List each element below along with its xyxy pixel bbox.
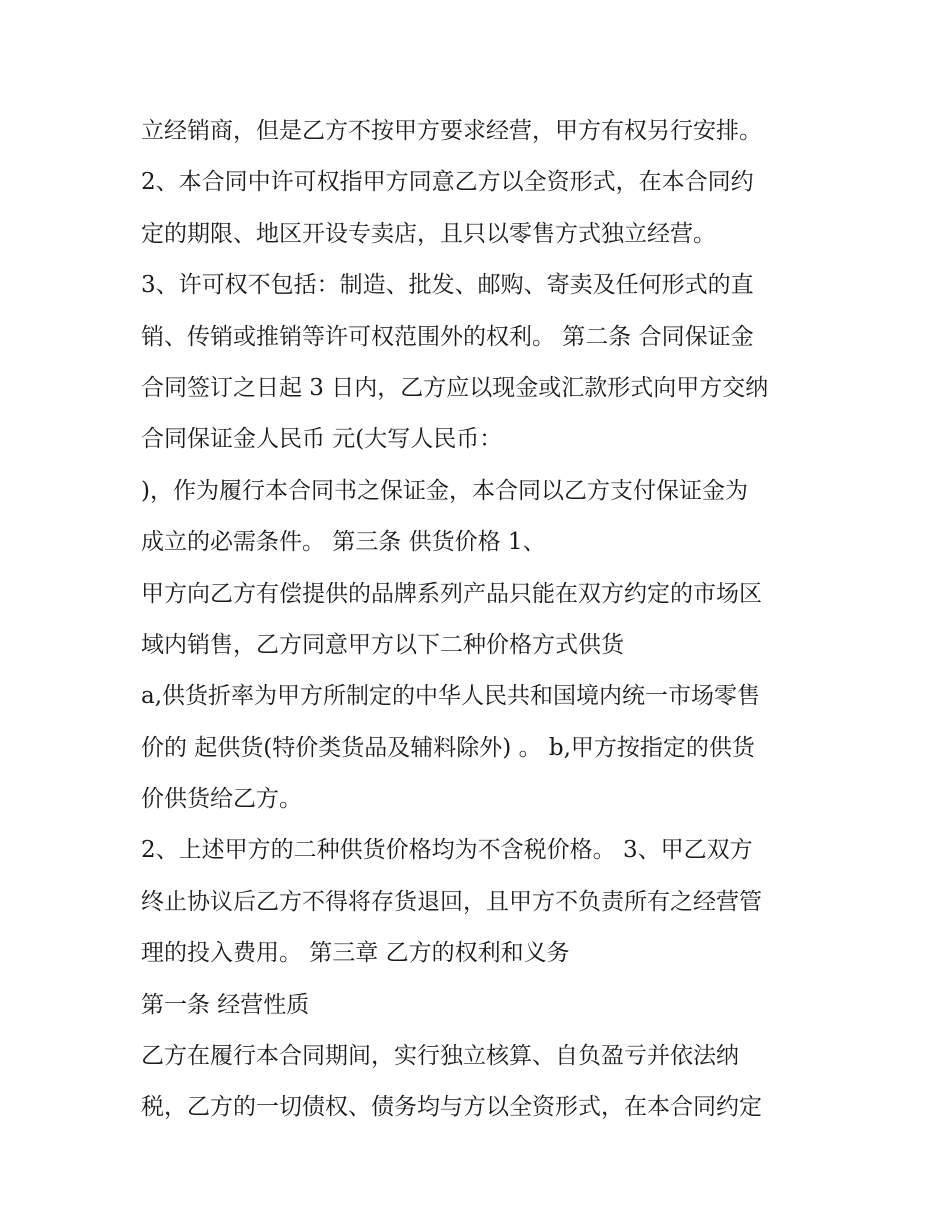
text-line: 立经销商，但是乙方不按甲方要求经营，甲方有权另行安排。 bbox=[141, 118, 762, 144]
text-line: 乙方在履行本合同期间，实行独立核算、自负盈亏并依法纳 bbox=[141, 1043, 739, 1070]
text-line: )，作为履行本合同书之保证金，本合同以乙方支付保证金为 bbox=[141, 477, 748, 504]
text-line: 域内销售，乙方同意甲方以下二种价格方式供货 bbox=[141, 631, 624, 658]
text-line: 销、传销或推销等许可权范围外的权利。 第二条 合同保证金 bbox=[141, 323, 754, 350]
text-line: 定的期限、地区开设专卖店，且只以零售方式独立经营。 bbox=[141, 220, 716, 247]
text-line: 终止协议后乙方不得将存货退回，且甲方不负责所有之经营管 bbox=[141, 888, 762, 915]
text-line: 税，乙方的一切债权、债务均与方以全资形式，在本合同约定 bbox=[141, 1094, 762, 1121]
text-line: 价的 起供货(特价类货品及辅料除外) 。 b,甲方按指定的供货 bbox=[141, 734, 755, 761]
text-line: 2、本合同中许可权指甲方同意乙方以全资形式，在本合同约 bbox=[141, 169, 754, 196]
text-line: 第一条 经营性质 bbox=[141, 991, 310, 1018]
text-line: 理的投入费用。 第三章 乙方的权利和义务 bbox=[141, 940, 570, 967]
text-line: 3、许可权不包括：制造、批发、邮购、寄卖及任何形式的直 bbox=[141, 272, 754, 299]
text-line: 合同签订之日起 3 日内，乙方应以现金或汇款形式向甲方交纳 bbox=[141, 374, 769, 401]
contract-text bbox=[141, 106, 821, 1134]
text-line: 甲方向乙方有偿提供的品牌系列产品只能在双方约定的市场区 bbox=[141, 580, 762, 607]
text-line: 价供货给乙方。 bbox=[141, 786, 302, 813]
text-line: 2、上述甲方的二种供货价格均为不含税价格。 3、甲乙双方 bbox=[141, 837, 753, 864]
text-line: 合同保证金人民币 元(大写人民币： bbox=[141, 426, 503, 453]
text-line: a,供货折率为甲方所制定的中华人民共和国境内统一市场零售 bbox=[141, 683, 761, 710]
text-line: 成立的必需条件。 第三条 供货价格 1、 bbox=[141, 529, 546, 556]
